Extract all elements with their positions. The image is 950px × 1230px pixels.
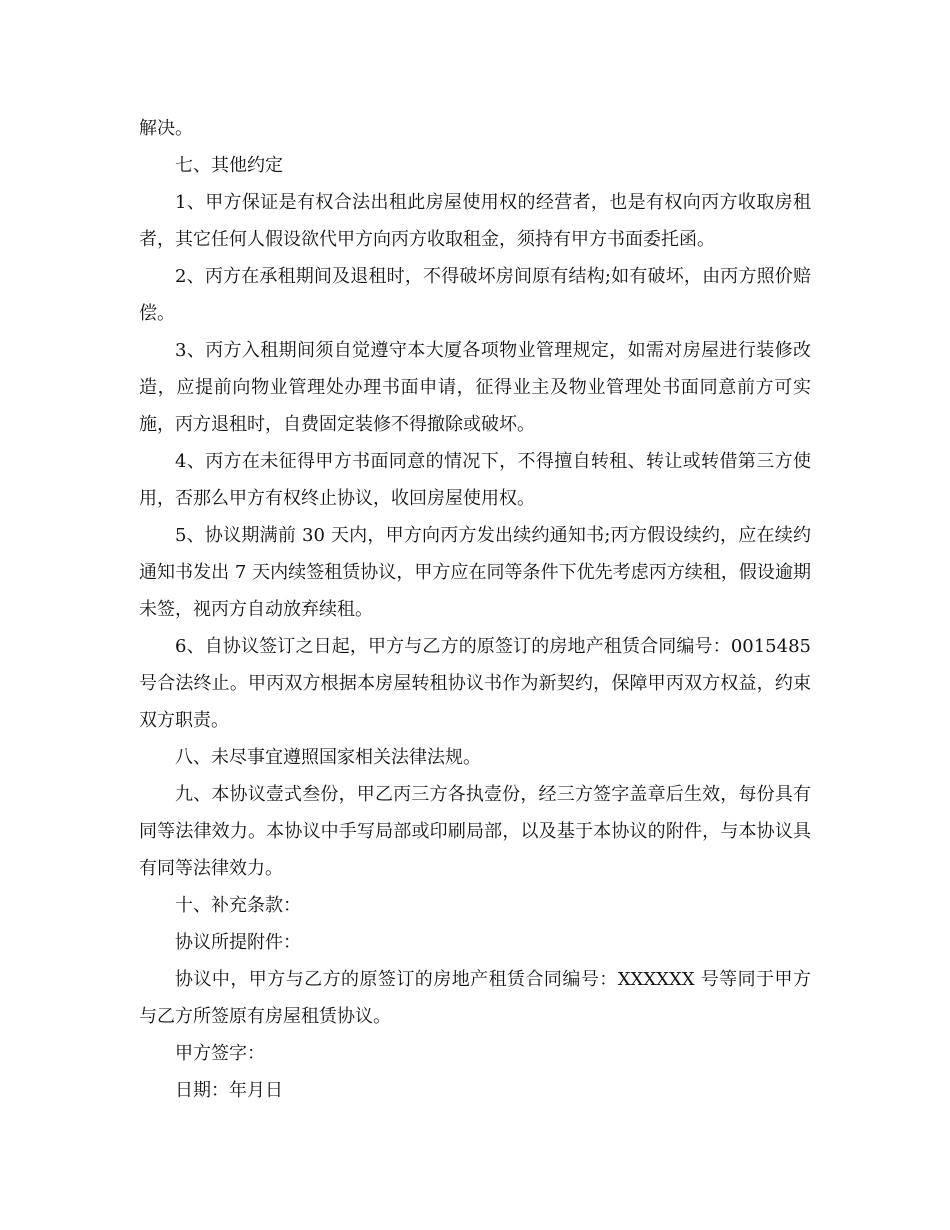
date-line: 日期：年月日 xyxy=(175,1080,283,1101)
attachment-text: 协议中，甲方与乙方的原签订的房地产租赁合同编号：XXXXXX 号等同于甲方与乙方所签原有房屋租赁协议。 xyxy=(139,969,811,1027)
section-eight: 八、未尽事宜遵照国家相关法律法规。 xyxy=(175,747,481,768)
section-nine: 九、本协议壹式叁份，甲乙丙三方各执壹份，经三方签字盖章后生效，每份具有同等法律效力。本协议中手写局部或印刷局部，以及基于本协议的附件，与本协议具有同等法律效力。 xyxy=(139,784,811,879)
clause-1: 1、甲方保证是有权合法出租此房屋使用权的经营者，也是有权向丙方收取房租者，其它任何人假设欲代甲方向丙方收取租金，须持有甲方书面委托函。 xyxy=(139,192,811,250)
clause-4: 4、丙方在未征得甲方书面同意的情况下，不得擅自转租、转让或转借第三方使用，否那么甲方有权终止协议，收回房屋使用权。 xyxy=(139,451,811,509)
clause-5: 5、协议期满前 30 天内，甲方向丙方发出续约通知书;丙方假设续约，应在续约通知书发出 7 天内续签租赁协议，甲方应在同等条件下优先考虑丙方续租，假设逾期未签，视丙方自动放弃续租。 xyxy=(139,525,811,620)
clause-6: 6、自协议签订之日起，甲方与乙方的原签订的房地产租赁合同编号：0015485号合法终止。甲丙双方根据本房屋转租协议书作为新契约，保障甲丙双方权益，约束双方职责。 xyxy=(139,636,811,731)
attachments-label: 协议所提附件： xyxy=(175,932,301,953)
section-ten-heading: 十、补充条款： xyxy=(175,895,301,916)
document-body xyxy=(139,110,811,1109)
party-a-signature-line: 甲方签字： xyxy=(175,1043,265,1064)
clause-2: 2、丙方在承租期间及退租时，不得破坏房间原有结构;如有破坏，由丙方照价赔偿。 xyxy=(139,266,811,324)
paragraph-continuation: 解决。 xyxy=(139,118,193,139)
section-heading-other-agreements: 七、其他约定 xyxy=(175,155,283,176)
clause-3: 3、丙方入租期间须自觉遵守本大厦各项物业管理规定，如需对房屋进行装修改造，应提前向物业管理处办理书面申请，征得业主及物业管理处书面同意前方可实施，丙方退租时，自费固定装修不得撤除或破坏。 xyxy=(139,340,811,435)
